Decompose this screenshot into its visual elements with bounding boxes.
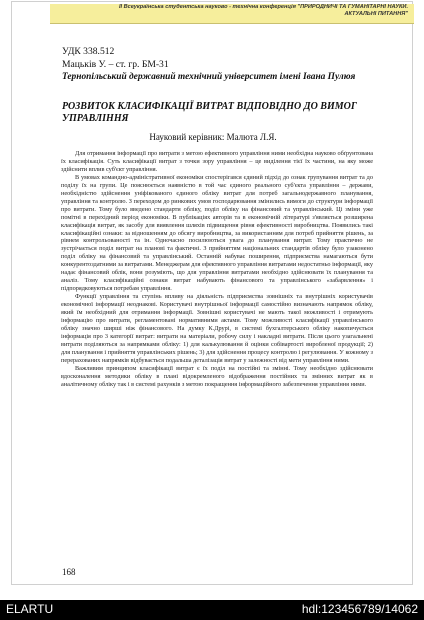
article-title: РОЗВИТОК КЛАСИФІКАЦІЇ ВИТРАТ ВІДПОВІДНО ДО ВИМОГ УПРАВЛІННЯ — [62, 101, 357, 124]
paragraph: Функції управління та ступінь впливу на діяльність підприємства зовнішніх та внутрішніх користувачів економічної інформації неоднакові. Користувачі внутрішньої інформації самостійно визначають напрямок обліку, який їм необхідний для отримання інформації. Зовнішні користувачі не мають такої можливості і отримують інформацію про витрати, регламентовані нормативними актами. Тому можливості класифікації управлінського обліку значно ширші ніж фінансового. На думку К.Друрі, в системі бухгалтерського обліку накопичується інформація про 3 категорії витрат: витрати на матеріали, робочу силу і накладні витрати. Після цього узагальнені витрати поділяються за напрямками обліку: 1) для калькулювання й оцінки собівартості виробленої продукції; 2) для планування і прийняття управлінських рішень; 3) для здійснення процесу контролю і регулювання. У кожному з перерахованих напрямків відбувається подальша деталізація витрат у залежності від мети управління ними. — [61, 293, 373, 364]
conference-line-2: АКТУАЛЬНІ ПИТАННЯ" — [344, 11, 408, 17]
page-number: 168 — [62, 567, 76, 577]
document-page — [11, 1, 413, 585]
udk-code: УДК 338.512 — [62, 46, 115, 57]
paragraph: Для отримання інформації про витрати з метою ефективного управління ними необхідна науково обґрунтована їх класифікація. Суть класифікації витрат з точки зору управління – це виділення тієї їх частини, на яку може здійснити вплив суб'єкт управління. — [61, 150, 373, 173]
article-body — [61, 150, 373, 389]
paragraph: В умовах командно-адміністративної економіки спостерігався єдиний підхід до ознак групування витрат та до поділу їх на групи. Це пояснюється наявністю в той час єдиного реального суб'єкта управління – держави, необхідністю здійснення уніфікованого єдиного обліку витрат для потреб загальнодержавного планування, управління та контролю. З переходом до ринкових умов господарювання змінились вимоги до структури інформації про витрати. Тому було введено стандарти обліку, поділ обліку на фінансовий та управлінський. Ці зміни уже помітні в перехідний період економіки. В публікаціях авторів та в економічній літературі з'являється розширена класифікація витрат, як засобу для виявлення шляхів підвищення рівня ефективності виробництва. Появились такі класифікаційні ознаки: за відношенням до обсягу виробництва, за використанням для потреб прийняття рішень, за рівнем контрольованості та ін. Одночасно посилюються увага до планування витрат. Тому практично не зустрічається поділ витрат на планові та фактичні. З прийняттям національних стандартів обліку було узаконено поділ обліку на фінансовий та управлінський. Останній набуває поширення, підприємства намагаються бути конкурентоздатними за витратами. Менеджерам для ефективного управління витратами недостатньо інформації, яку надає фінансовий облік, вони розуміють, що для управління витратами необхідно здійснювати їх планування та аналіз. Тому класифікаційні ознаки витрат набувають фінансового та управлінського «забарвлення» і підпорядковуються потребам управління. — [61, 173, 373, 293]
paragraph: Важливим принципом класифікації витрат є їх поділ на постійні та змінні. Тому необхідно здійснювати вдосконалення методики обліку в плані відокремленого відображення постійних та змінних витрат як в аналітичному обліку так і в системі рахунків з метою покращення інформаційного забезпечення управління ними. — [61, 364, 373, 388]
conference-banner — [50, 4, 414, 24]
conference-line-1: II Всеукраїнська студентська науково - технічна конференція "ПРИРОДНИЧІ ТА ГУМАНІТАРНІ НАУКИ. — [118, 4, 408, 10]
scientific-advisor: Науковий керівник: Малюта Л.Я. — [149, 132, 277, 142]
repository-footer — [0, 600, 424, 620]
repository-name: ELARTU — [6, 602, 54, 616]
handle-id: hdl:123456789/14062 — [301, 602, 418, 616]
author-line: Мацьків У. – ст. гр. БМ-31 — [62, 59, 169, 70]
university-line: Тернопільський державний технічний університет імені Івана Пулюя — [62, 72, 356, 82]
